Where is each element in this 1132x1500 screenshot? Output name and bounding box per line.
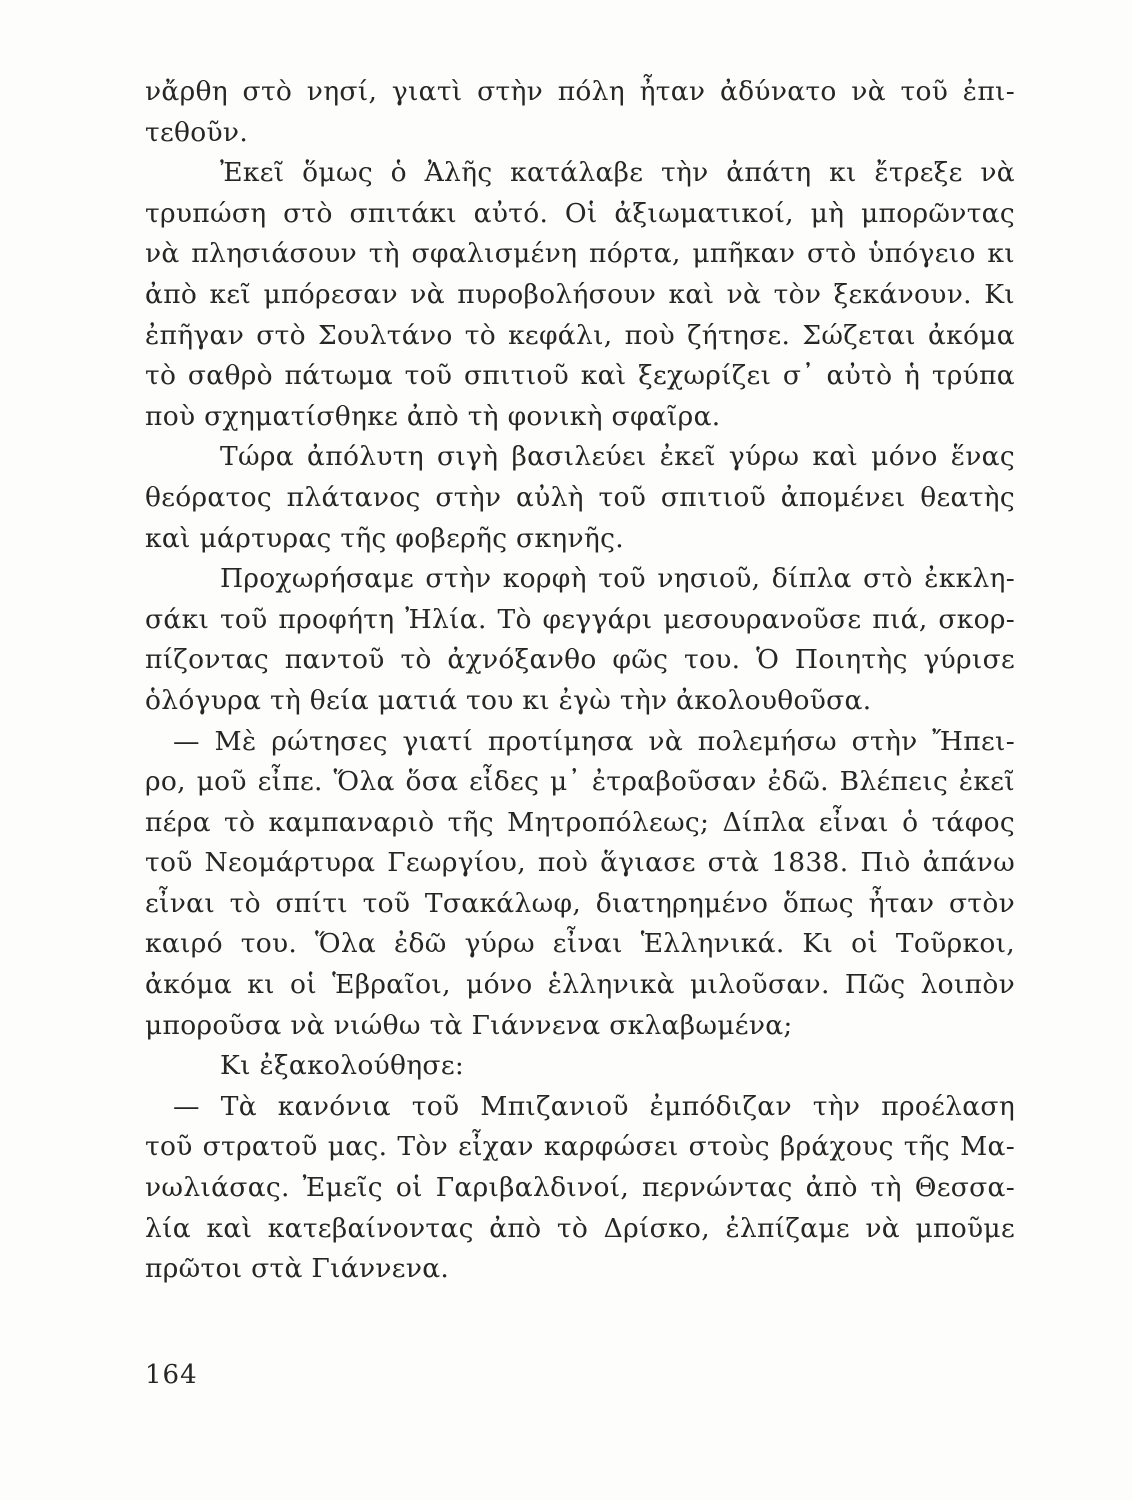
- text-line: Τώρα ἀπόλυτη σιγὴ βασιλεύει ἐκεῖ γύρω καὶ μόνο ἕνας: [220, 441, 1015, 473]
- text-line: καὶ μάρτυρας τῆς φοβερῆς σκηνῆς.: [145, 522, 624, 554]
- text-line: μποροῦσα νὰ νιώθω τὰ Γιάννενα σκλαβωμένα;: [145, 1009, 793, 1041]
- text-line: — Τὰ κανόνια τοῦ Μπιζανιοῦ ἐμπόδιζαν τὴν προέλαση: [173, 1090, 1015, 1122]
- text-line: Κι ἐξακολούθησε:: [220, 1050, 465, 1082]
- page-number: 164: [145, 1360, 198, 1390]
- text-line: ἐπῆγαν στὸ Σουλτάνο τὸ κεφάλι, ποὺ ζήτησε. Σώζεται ἀκόμα: [145, 319, 1015, 351]
- text-line: πρῶτοι στὰ Γιάννενα.: [145, 1253, 450, 1285]
- text-line: Ἐκεῖ ὅμως ὁ Ἀλῆς κατάλαβε τὴν ἀπάτη κι ἔτρεξε νὰ: [220, 157, 1015, 189]
- text-line: Προχωρήσαμε στὴν κορφὴ τοῦ νησιοῦ, δίπλα στὸ ἐκκλη-: [220, 563, 1015, 595]
- text-line: ρο, μοῦ εἶπε. Ὅλα ὅσα εἶδες μ᾽ ἐτραβοῦσαν ἐδῶ. Βλέπεις ἐκεῖ: [145, 766, 1015, 798]
- text-line: ποὺ σχηματίσθηκε ἀπὸ τὴ φονικὴ σφαῖρα.: [145, 400, 721, 432]
- text-line: τοῦ Νεομάρτυρα Γεωργίου, ποὺ ἅγιασε στὰ 1838. Πιὸ ἀπάνω: [145, 847, 1015, 879]
- text-line: ὁλόγυρα τὴ θεία ματιά του κι ἐγὼ τὴν ἀκολουθοῦσα.: [145, 684, 872, 716]
- text-line: πέρα τὸ καμπαναριὸ τῆς Μητροπόλεως; Δίπλα εἶναι ὁ τάφος: [145, 806, 1015, 838]
- text-line: σάκι τοῦ προφήτη Ἠλία. Τὸ φεγγάρι μεσουρανοῦσε πιά, σκορ-: [145, 603, 1015, 635]
- text-line: νἄρθη στὸ νησί, γιατὶ στὴν πόλη ἦταν ἀδύνατο νὰ τοῦ ἐπι-: [145, 76, 1015, 107]
- text-line: — Μὲ ρώτησες γιατί προτίμησα νὰ πολεμήσω στὴν Ἤπει-: [173, 725, 1015, 757]
- text-line: τὸ σαθρὸ πάτωμα τοῦ σπιτιοῦ καὶ ξεχωρίζει σ᾽ αὐτὸ ἡ τρύπα: [145, 360, 1015, 392]
- text-line: εἶναι τὸ σπίτι τοῦ Τσακάλωφ, διατηρημένο ὅπως ἦταν στὸν: [145, 887, 1015, 919]
- text-line: θεόρατος πλάτανος στὴν αὐλὴ τοῦ σπιτιοῦ ἀπομένει θεατὴς: [145, 481, 1015, 513]
- text-line: καιρό του. Ὅλα ἐδῶ γύρω εἶναι Ἑλληνικά. Κι οἱ Τοῦρκοι,: [145, 928, 1015, 960]
- text-line: πίζοντας παντοῦ τὸ ἀχνόξανθο φῶς του. Ὁ Ποιητὴς γύρισε: [145, 644, 1015, 676]
- text-line: νωλιάσας. Ἐμεῖς οἱ Γαριβαλδινοί, περνώντας ἀπὸ τὴ Θεσσα-: [145, 1172, 1015, 1204]
- text-line: νὰ πλησιάσουν τὴ σφαλισμένη πόρτα, μπῆκαν στὸ ὑπόγειο κι: [145, 238, 1015, 270]
- text-line: τρυπώση στὸ σπιτάκι αὐτό. Οἱ ἀξιωματικοί, μὴ μπορῶντας: [145, 197, 1015, 229]
- text-line: τοῦ στρατοῦ μας. Τὸν εἶχαν καρφώσει στοὺς βράχους τῆς Μα-: [145, 1131, 1015, 1163]
- text-line: λία καὶ κατεβαίνοντας ἀπὸ τὸ Δρίσκο, ἐλπίζαμε νὰ μποῦμε: [145, 1212, 1015, 1244]
- text-line: τεθοῦν.: [145, 116, 249, 148]
- body-text: [145, 72, 1015, 1290]
- text-line: ἀκόμα κι οἱ Ἑβραῖοι, μόνο ἑλληνικὰ μιλοῦσαν. Πῶς λοιπὸν: [145, 969, 1015, 1001]
- text-line: ἀπὸ κεῖ μπόρεσαν νὰ πυροβολήσουν καὶ νὰ τὸν ξεκάνουν. Κι: [145, 278, 1015, 310]
